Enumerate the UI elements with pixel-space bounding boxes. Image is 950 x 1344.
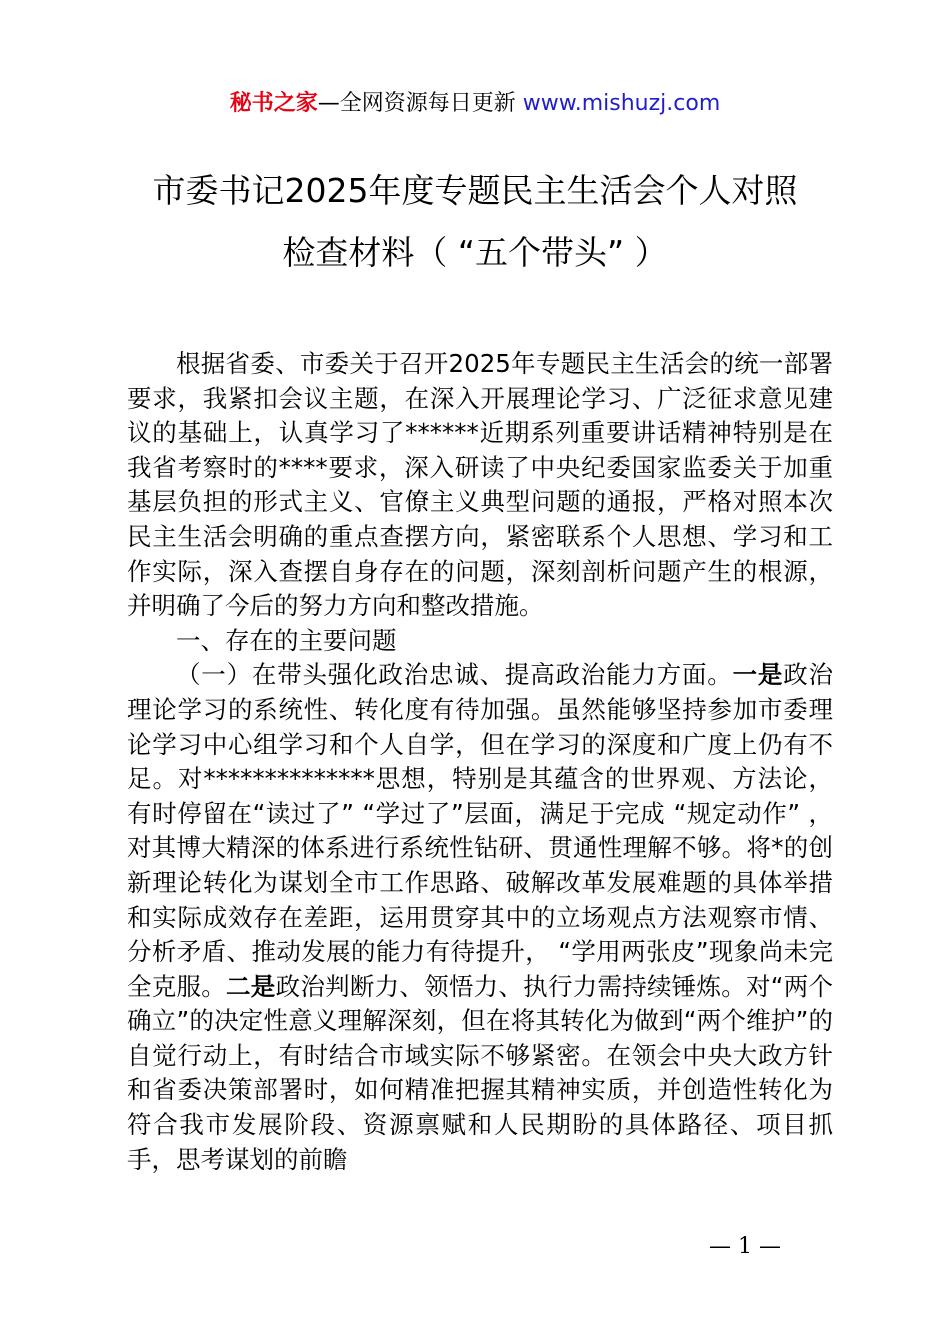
site-url-link[interactable]: www.mishuzj.com — [522, 91, 721, 116]
document-body — [127, 347, 833, 1177]
point-label-1: 一是 — [732, 660, 784, 690]
point-text-2: 政治判断力、领悟力、执行力需持续锤炼。对“两个确立”的决定性意义理解深刻，但在将其转化为做到“两个维护”的自觉行动上，有时结合市域实际不够紧密。在领会中央大政方针和省委决策部署时，如何精准把握其精神实质，并创造性转化为符合我市发展阶段、资源禀赋和人民期盼的具体路径、项目抓手，思考谋划的前瞻 — [127, 971, 834, 1174]
point-text-1: 政治理论学习的系统性、转化度有待加强。虽然能够坚持参加市委理论学习中心组学习和个人自学，但在学习的深度和广度上仍有不足。对**************思想，特别是其蕴含的世界观、方法论，有时停留在“读过了” “学过了”层面，满足于完成 “规定动作” ，对其博大精深的体系进行系统性钻研、贯通性理解不够。将*的创新理论转化为谋划全市工作思路、破解改革发展难题的具体举措和实际成效存在差距，运用贯穿其中的立场观点方法观察市情、分析矛盾、推动发展的能力有待提升， “学用两张皮”现象尚未完全克服。 — [127, 660, 834, 1001]
title-line-2: 检查材料（ “五个带头” ） — [282, 233, 668, 272]
page-number: — 1 — — [709, 1234, 781, 1259]
site-brand: 秘书之家 — [229, 91, 318, 116]
point-label-2: 二是 — [226, 971, 276, 1001]
section-heading: 一、存在的主要问题 — [176, 625, 397, 655]
document-title — [100, 160, 850, 284]
subsection-heading: （一）在带头强化政治忠诚、提高政治能力方面。 — [176, 660, 733, 690]
site-tagline: —全网资源每日更新 — [317, 91, 523, 116]
intro-paragraph: 根据省委、市委关于召开2025年专题民主生活会的统一部署要求，我紧扣会议主题，在深入开展理论学习、广泛征求意见建议的基础上，认真学习了******近期系列重要讲话精神特别是在我省考察时的****要求，深入研读了中央纪委国家监委关于加重基层负担的形式主义、官僚主义典型问题的通报，严格对照本次民主生活会明确的重点查摆方向，紧密联系个人思想、学习和工作实际，深入查摆自身存在的问题，深刻剖析问题产生的根源，并明确了今后的努力方向和整改措施。 — [127, 349, 833, 621]
subsection-paragraph — [127, 658, 833, 1177]
site-header — [0, 88, 950, 120]
title-line-1: 市委书记2025年度专题民主生活会个人对照 — [152, 171, 798, 210]
